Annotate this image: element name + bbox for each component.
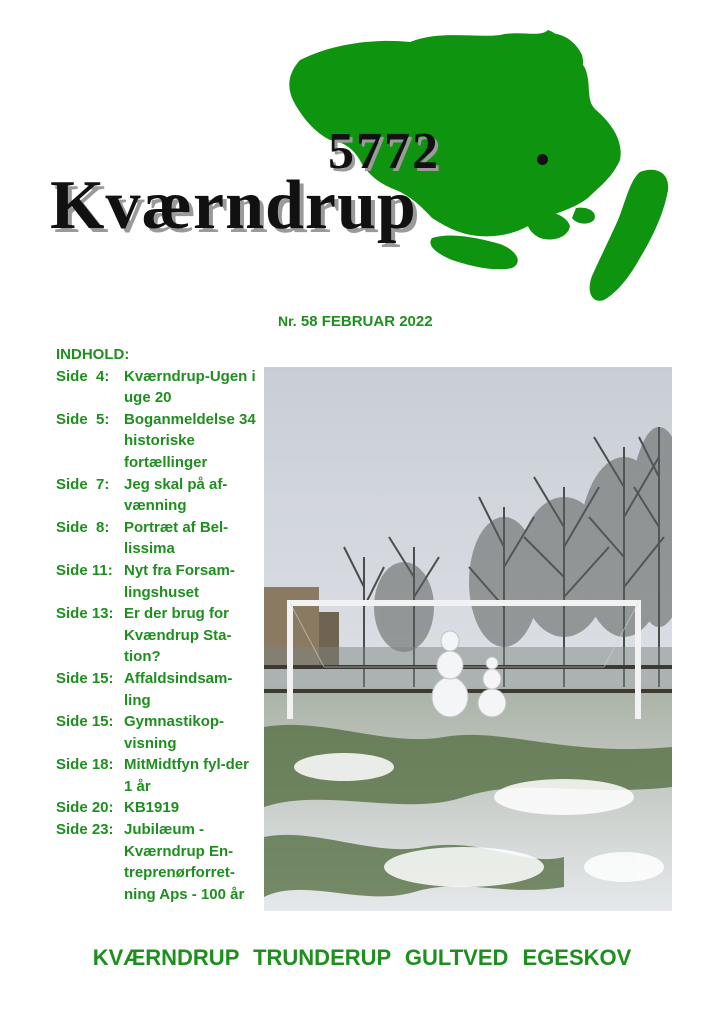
toc-page: Side 13: [56, 605, 114, 623]
toc-title: Er der brug for Kvændrup Sta-tion? [124, 605, 232, 666]
toc-page: Side 15: [56, 669, 114, 687]
toc-title: Affaldsindsam-ling [124, 669, 233, 709]
snowy-football-field-photo [264, 367, 672, 911]
town-title: Kværndrup [50, 167, 417, 244]
toc-page: Side 7: [56, 475, 110, 493]
issue-line [278, 313, 433, 330]
toc-page: Side 23: [56, 821, 114, 839]
toc-item [56, 819, 256, 905]
toc-item [56, 409, 256, 474]
toc-item [56, 474, 256, 517]
toc-page: Side 20: [56, 799, 114, 817]
toc-heading: INDHOLD: [56, 346, 130, 363]
toc-title: Gymnastikop-visning [124, 713, 225, 752]
masthead [0, 0, 724, 310]
toc-title: Portræt af Bel-lissima [124, 518, 229, 558]
toc-page: Side 11: [56, 561, 113, 579]
toc-title: Kværndrup-Ugen i uge 20 [124, 367, 256, 407]
toc-item [56, 560, 256, 603]
cover-photo [264, 367, 672, 911]
toc-item [56, 797, 256, 819]
toc-title: Jubilæum - Kværndrup En-treprenørforret-ning Aps - 100 år [124, 821, 245, 903]
toc-page: Side 15: [56, 713, 114, 731]
toc-title: KB1919 [124, 799, 180, 817]
toc-item [56, 366, 256, 409]
toc-title: Boganmeldelse 34 historiske fortællinger [124, 410, 256, 471]
toc-item [56, 754, 256, 797]
toc-title: MitMidtfyn fyl-der 1 år [124, 756, 249, 795]
toc-page: Side 4: [56, 367, 110, 385]
toc-page: Side 18: [56, 756, 114, 774]
table-of-contents [56, 344, 256, 905]
footer-villages: KVÆRNDRUP TRUNDERUP GULTVED EGESKOV [92, 945, 632, 970]
issue-number-date: 58 FEBRUAR 2022 [300, 313, 433, 330]
masthead-dot [537, 154, 548, 165]
toc-item [56, 711, 256, 754]
issue-nr-prefix: Nr. [278, 313, 297, 329]
toc-title: Jeg skal på af-vænning [124, 475, 228, 515]
postcode-title: 5772 [328, 123, 440, 180]
toc-item [56, 668, 256, 711]
toc-title: Nyt fra Forsam-lingshuset [124, 561, 235, 601]
toc-item [56, 517, 256, 560]
toc-page: Side 5: [56, 410, 110, 428]
toc-page: Side 8: [56, 518, 110, 536]
toc-item [56, 603, 256, 668]
